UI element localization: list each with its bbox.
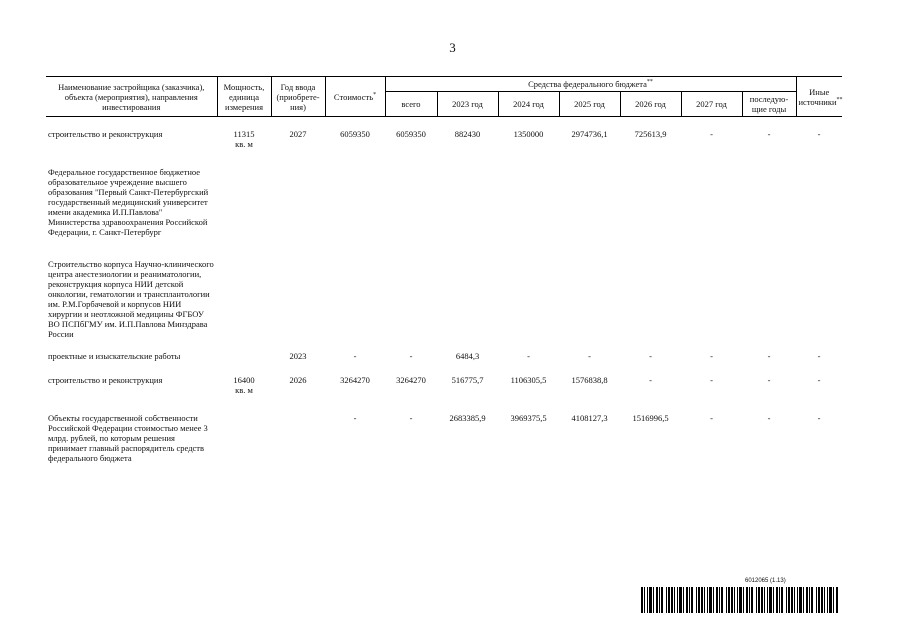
- barcode-bar: [773, 587, 774, 613]
- barcode-bar: [809, 587, 810, 613]
- barcode-bar: [746, 587, 748, 613]
- barcode-bar: [761, 587, 763, 613]
- barcode-bar: [833, 587, 834, 613]
- barcode-bar: [764, 587, 765, 613]
- row-name: Объекты государственной собственности Российской Федерации стоимостью менее 3 млрд. рублей, по которым решения принимает главный распорядитель средств федерального бюджета: [48, 412, 208, 463]
- row-other: -: [817, 374, 821, 385]
- barcode-bar: [776, 587, 778, 613]
- header-later: последую-щие годы: [742, 92, 796, 117]
- table-row: [46, 349, 842, 375]
- row-capacity: [217, 117, 271, 153]
- barcode-bar: [721, 587, 723, 613]
- row-cost: 3264270: [340, 374, 370, 385]
- barcode-bar: [827, 587, 828, 613]
- barcode-bar: [719, 587, 720, 613]
- barcode-bar: [728, 587, 730, 613]
- barcode-bar: [811, 587, 813, 613]
- row-cost: -: [353, 412, 357, 423]
- barcode-bar: [653, 587, 654, 613]
- barcode-bar: [686, 587, 688, 613]
- barcode-text: 6012065 (1.13): [745, 578, 786, 584]
- row-later: -: [767, 374, 771, 385]
- row-other: -: [817, 350, 821, 361]
- header-2026: 2026 год: [620, 92, 681, 117]
- row-2023: 516775,7: [451, 374, 484, 385]
- barcode-bar: [659, 587, 660, 613]
- barcode-bar: [677, 587, 678, 613]
- barcode-bar: [707, 587, 708, 613]
- barcode-bar: [696, 587, 697, 613]
- row-organization-name: Федеральное государственное бюджетное образовательное учреждение высшего образования "Первый Санкт-Петербургский государственный медицинский университет имени академика И.П.Павлова" Министерства здравоохранения Российской Федерации, г. Санкт-Петербург: [48, 166, 209, 237]
- row-later: -: [767, 350, 771, 361]
- header-2027: 2027 год: [681, 92, 742, 117]
- header-name: Наименование застройщика (заказчика), объекта (мероприятия), направления инвестирования: [46, 77, 217, 117]
- row-later: -: [767, 412, 771, 423]
- barcode-bar: [689, 587, 690, 613]
- row-cost: -: [353, 350, 357, 361]
- row-total: 6059350: [396, 129, 426, 139]
- row-2025: 4108127,3: [571, 412, 608, 423]
- barcode-bar: [797, 587, 798, 613]
- row-2025: 2974736,1: [571, 129, 608, 139]
- row-capacity: [217, 375, 271, 411]
- barcode-bar: [674, 587, 675, 613]
- header-capacity: Мощность, единица измерения: [217, 77, 271, 117]
- barcode-bar: [734, 587, 735, 613]
- row-total: 3264270: [396, 374, 426, 385]
- header-federal-budget: [385, 77, 796, 92]
- row-2027: -: [710, 412, 713, 423]
- barcode-bar: [737, 587, 738, 613]
- header-cost-label: Стоимость: [333, 91, 374, 102]
- row-later: -: [767, 129, 771, 139]
- row-2024: 1350000: [513, 129, 544, 139]
- row-year: [271, 411, 325, 463]
- barcode-bar: [709, 587, 712, 613]
- row-2023: 2683385,9: [449, 412, 486, 423]
- header-other: [796, 77, 842, 117]
- row-name: строительство и реконструкция: [48, 129, 163, 139]
- barcode-bar: [781, 587, 783, 613]
- barcode-bar: [666, 587, 667, 613]
- barcode-bar: [767, 587, 768, 613]
- barcode-bar: [691, 587, 693, 613]
- header-2023: 2023 год: [437, 92, 498, 117]
- barcode-bar: [644, 587, 645, 613]
- table-row: [46, 411, 842, 463]
- barcode-bar: [824, 587, 825, 613]
- table-row: [46, 117, 842, 153]
- row-2025: -: [588, 350, 591, 361]
- barcode-bar: [671, 587, 673, 613]
- barcode-bar: [647, 587, 648, 613]
- row-year: 2023: [289, 350, 307, 361]
- barcode-bar: [731, 587, 733, 613]
- row-2026: 1516996,5: [632, 412, 669, 423]
- barcode-bar: [704, 587, 705, 613]
- table-row: [46, 375, 842, 411]
- header-cost-mark: *: [373, 91, 377, 98]
- barcode-bar: [756, 587, 757, 613]
- barcode-bar: [799, 587, 802, 613]
- barcode-bar: [649, 587, 652, 613]
- barcode-bar: [791, 587, 793, 613]
- barcode-bar: [661, 587, 663, 613]
- row-other: -: [817, 129, 821, 139]
- row-2023: 6484,3: [455, 350, 480, 361]
- row-capacity-value: 11315: [233, 129, 255, 139]
- barcode-bar: [713, 587, 714, 613]
- row-2024: 3969375,5: [510, 412, 547, 423]
- row-year: 2027: [289, 129, 307, 139]
- barcode-bar: [786, 587, 787, 613]
- row-other: -: [817, 412, 821, 423]
- barcode-bar: [821, 587, 823, 613]
- barcode-bar: [803, 587, 804, 613]
- row-unit: кв. м: [235, 139, 253, 149]
- row-total: -: [409, 350, 413, 361]
- barcode-bar: [779, 587, 780, 613]
- header-year: Год ввода (приобрете-ния): [271, 77, 325, 117]
- table-row: [46, 249, 842, 349]
- barcode-bar: [743, 587, 744, 613]
- barcode-bar: [701, 587, 703, 613]
- barcode-bar: [656, 587, 658, 613]
- barcode-bar: [726, 587, 727, 613]
- row-cost: 6059350: [340, 129, 370, 139]
- row-year: 2026: [289, 374, 307, 385]
- barcode-bar: [698, 587, 700, 613]
- barcode-bar: [806, 587, 808, 613]
- barcode-bar: [679, 587, 682, 613]
- barcode-bar: [788, 587, 790, 613]
- barcode-bar: [683, 587, 684, 613]
- investment-table: [46, 76, 842, 463]
- barcode-bar: [758, 587, 760, 613]
- row-name: проектные и изыскательские работы: [48, 350, 181, 361]
- barcode-bar: [739, 587, 742, 613]
- row-capacity: [217, 411, 271, 463]
- row-capacity-value: 16400: [233, 374, 255, 385]
- row-name: строительство и реконструкция: [48, 374, 163, 385]
- barcode-bar: [751, 587, 753, 613]
- row-2027: -: [710, 129, 713, 139]
- header-cost: [325, 77, 385, 117]
- row-object-name: Строительство корпуса Научно-клинического центра анестезиологии и реаниматологии, реконструкция корпуса НИИ детской онкологии, гематологии и трансплантологии им. Р.М.Горбачевой и корпусов НИИ хирургии и неотложной медицины ФГБОУ ВО ПСПбГМУ им. И.П.Павлова Минздрава России: [48, 258, 214, 339]
- barcode-bar: [716, 587, 718, 613]
- row-2024: -: [527, 350, 530, 361]
- table-row: [46, 153, 842, 249]
- barcode-bar: [749, 587, 750, 613]
- barcode-bar: [641, 587, 643, 613]
- barcode-bar: [794, 587, 795, 613]
- barcode-bar: [829, 587, 832, 613]
- barcode: [641, 587, 839, 613]
- barcode-bar: [668, 587, 670, 613]
- row-2026: -: [649, 350, 652, 361]
- row-2027: -: [710, 374, 713, 385]
- header-2025: 2025 год: [559, 92, 620, 117]
- row-2025: 1576838,8: [571, 374, 608, 385]
- header-federal-mark: **: [646, 79, 653, 86]
- row-2026: -: [649, 374, 652, 385]
- row-2026: 725613,9: [634, 129, 667, 139]
- row-2027: -: [710, 350, 713, 361]
- header-other-label: Иные источники: [798, 86, 837, 107]
- row-2024: 1106305,5: [510, 374, 547, 385]
- barcode-bar: [769, 587, 772, 613]
- barcode-bar: [818, 587, 820, 613]
- page-number: 3: [449, 40, 456, 55]
- header-total: всего: [385, 92, 437, 117]
- header-2024: 2024 год: [498, 92, 559, 117]
- row-capacity: [217, 349, 271, 375]
- row-unit: кв. м: [235, 384, 253, 395]
- header-federal-budget-label: Средства федерального бюджета: [528, 79, 647, 89]
- row-2023: 882430: [454, 129, 481, 139]
- barcode-bar: [816, 587, 817, 613]
- barcode-bar: [836, 587, 838, 613]
- header-other-mark: **: [836, 96, 843, 103]
- row-total: -: [409, 412, 413, 423]
